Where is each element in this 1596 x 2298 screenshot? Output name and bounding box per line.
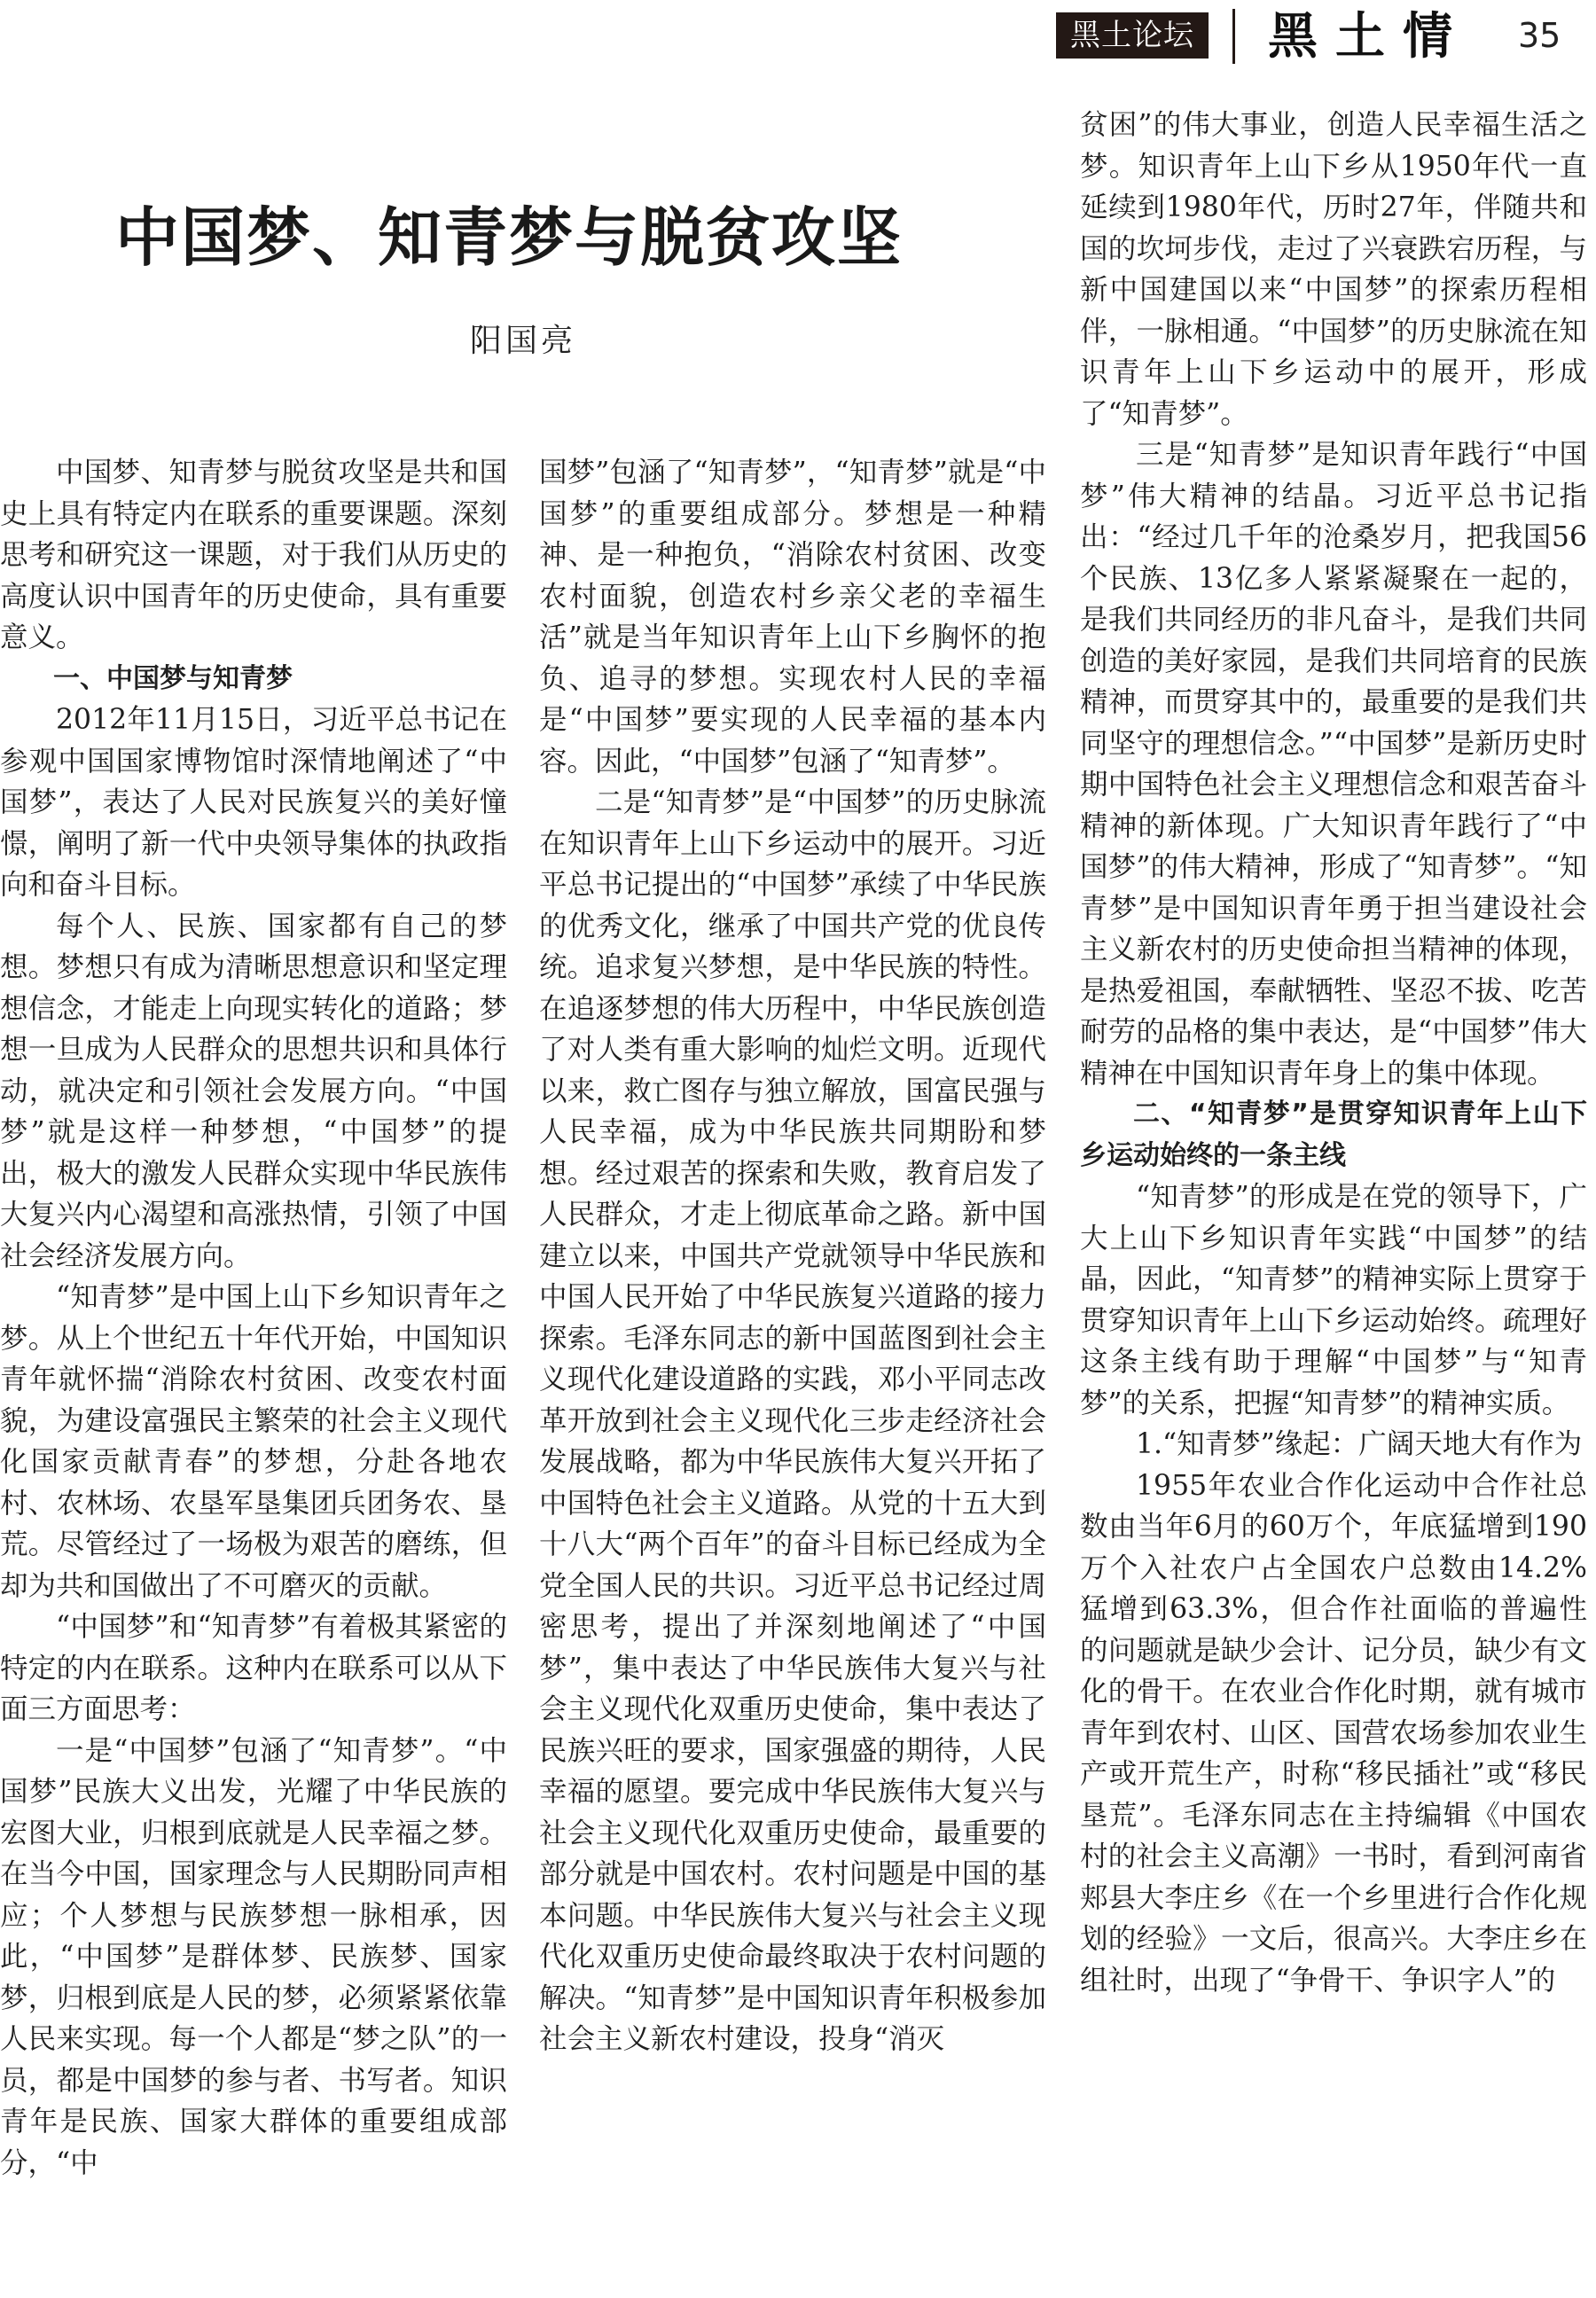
page-number: 35 xyxy=(1518,16,1561,55)
paragraph: 三是“知青梦”是知识青年践行“中国梦”伟大精神的结晶。习近平总书记指出：“经过几千年的沧桑岁月，把我国56个民族、13亿多人紧紧凝聚在一起的，是我们共同经历的非凡奋斗，是我们共同创造的美好家园，是我们共同培育的民族精神，而贯穿其中的，最重要的是我们共同坚守的理想信念。”“中国梦”是新历史时期中国特色社会主义理想信念和艰苦奋斗精神的新体现。广大知识青年践行了“中国梦”的伟大精神，形成了“知青梦”。“知青梦”是中国知识青年勇于担当建设社会主义新农村的历史使命担当精神的体现，是热爱祖国，奉献牺牲、坚忍不拔、吃苦耐劳的品格的集中表达，是“中国梦”伟大精神在中国知识青年身上的集中体现。 xyxy=(1080,439,1587,1090)
paragraph-continued: 国梦”包涵了“知青梦”，“知青梦”就是“中国梦”的重要组成部分。梦想是一种精神、是一种抱负，“消除农村贫困、改变农村面貌，创造农村乡亲父老的幸福生活”就是当年知识青年上山下乡胸怀的抱负、追寻的梦想。实现农村人民的幸福是“中国梦”要实现的人民幸福的基本内容。因此，“中国梦”包涵了“知青梦”。 xyxy=(539,457,1046,778)
paragraph: 2012年11月15日，习近平总书记在参观中国国家博物馆时深情地阐述了“中国梦”，表达了人民对民族复兴的美好憧憬，阐明了新一代中央领导集体的执政指向和奋斗目标。 xyxy=(0,704,507,901)
article-author: 阳国亮 xyxy=(470,323,577,359)
article-title: 中国梦、知青梦与脱贫攻坚 xyxy=(115,200,904,275)
paragraph: 1955年农业合作化运动中合作社总数由当年6月的60万个，年底猛增到190万个入社农户占全国农户总数由14.2%猛增到63.3%，但合作社面临的普遍性的问题就是缺少会计、记分员，缺少有文化的骨干。在农业合作化时期，就有城市青年到农村、山区、国营农场参加农业生产或开荒生产，时称“移民插社”或“移民垦荒”。毛泽东同志在主持编辑《中国农村的社会主义高潮》一书时，看到河南省郏县大李庄乡《在一个乡里进行合作化规划的经验》一文后，很高兴。大李庄乡在组社时，出现了“争骨干、争识字人”的 xyxy=(1080,1469,1587,1997)
text-column-3 xyxy=(1080,105,1587,2001)
section-heading: 二、“知青梦”是贯穿知识青年上山下乡运动始终的一条主线 xyxy=(1080,1098,1587,1171)
section-tag: 黑土论坛 xyxy=(1056,12,1209,59)
text-column-2 xyxy=(539,452,1046,2060)
page-header xyxy=(0,0,1596,71)
paragraph-continued: 贫困”的伟大事业，创造人民幸福生活之梦。知识青年上山下乡从1950年代一直延续到1980年代，历时27年，伴随共和国的坎坷步伐，走过了兴衰跌宕历程，与新中国建国以来“中国梦”的探索历程相伴，一脉相通。“中国梦”的历史脉流在知识青年上山下乡运动中的展开，形成了“知青梦”。 xyxy=(1080,109,1587,430)
header-divider xyxy=(1232,9,1235,64)
paragraph: 中国梦、知青梦与脱贫攻坚是共和国史上具有特定内在联系的重要课题。深刻思考和研究这一课题，对于我们从历史的高度认识中国青年的历史使命，具有重要意义。 xyxy=(0,457,507,653)
text-column-1 xyxy=(0,452,507,2184)
paragraph: 二是“知青梦”是“中国梦”的历史脉流在知识青年上山下乡运动中的展开。习近平总书记提出的“中国梦”承续了中华民族的优秀文化，继承了中国共产党的优良传统。追求复兴梦想，是中华民族的特性。在追逐梦想的伟大历程中，中华民族创造了对人类有重大影响的灿烂文明。近现代以来，救亡图存与独立解放，国富民强与人民幸福，成为中华民族共同期盼和梦想。经过艰苦的探索和失败，教育启发了人民群众，才走上彻底革命之路。新中国建立以来，中国共产党就领导中华民族和中国人民开始了中华民族复兴道路的接力探索。毛泽东同志的新中国蓝图到社会主义现代化建设道路的实践，邓小平同志改革开放到社会主义现代化三步走经济社会发展战略，都为中华民族伟大复兴开拓了中国特色社会主义道路。从党的十五大到十八大“两个百年”的奋斗目标已经成为全党全国人民的共识。习近平总书记经过周密思考，提出了并深刻地阐述了“中国梦”，集中表达了中华民族伟大复兴与社会主义现代化双重历史使命，集中表达了民族兴旺的要求，国家强盛的期待，人民幸福的愿望。要完成中华民族伟大复兴与社会主义现代化双重历史使命，最重要的部分就是中国农村。农村问题是中国的基本问题。中华民族伟大复兴与社会主义现代化双重历史使命最终取决于农村问题的解决。“知青梦”是中国知识青年积极参加社会主义新农村建设，投身“消灭 xyxy=(539,786,1046,2055)
paragraph: “知青梦”是中国上山下乡知识青年之梦。从上个世纪五十年代开始，中国知识青年就怀揣“消除农村贫困、改变农村面貌，为建设富强民主繁荣的社会主义现代化国家贡献青春”的梦想，分赴各地农村、农林场、农垦军垦集团兵团务农、垦荒。尽管经过了一场极为艰苦的磨练，但却为共和国做出了不可磨灭的贡献。 xyxy=(0,1281,507,1602)
paragraph: “中国梦”和“知青梦”有着极其紧密的特定的内在联系。这种内在联系可以从下面三方面思考： xyxy=(0,1611,507,1725)
magazine-name: 黑土情 xyxy=(1268,7,1470,66)
paragraph: “知青梦”的形成是在党的领导下，广大上山下乡知识青年实践“中国梦”的结晶，因此，“知青梦”的精神实际上贯穿于贯穿知识青年上山下乡运动始终。疏理好这条主线有助于理解“中国梦”与“知青梦”的关系，把握“知青梦”的精神实质。 xyxy=(1080,1181,1587,1419)
paragraph: 每个人、民族、国家都有自己的梦想。梦想只有成为清晰思想意识和坚定理想信念，才能走上向现实转化的道路；梦想一旦成为人民群众的思想共识和具体行动，就决定和引领社会发展方向。“中国梦”就是这样一种梦想，“中国梦”的提出，极大的激发人民群众实现中华民族伟大复兴内心渴望和高涨热情，引领了中国社会经济发展方向。 xyxy=(0,910,507,1272)
paragraph: 一是“中国梦”包涵了“知青梦”。“中国梦”民族大义出发，光耀了中华民族的宏图大业，归根到底就是人民幸福之梦。在当今中国，国家理念与人民期盼同声相应；个人梦想与民族梦想一脉相承，因此，“中国梦”是群体梦、民族梦、国家梦，归根到底是人民的梦，必须紧紧依靠人民来实现。每一个人都是“梦之队”的一员，都是中国梦的参与者、书写者。知识青年是民族、国家大群体的重要组成部分，“中 xyxy=(0,1734,507,2179)
paragraph: 1.“知青梦”缘起：广阔天地大有作为 xyxy=(1136,1428,1583,1460)
section-heading: 一、中国梦与知青梦 xyxy=(53,662,293,694)
